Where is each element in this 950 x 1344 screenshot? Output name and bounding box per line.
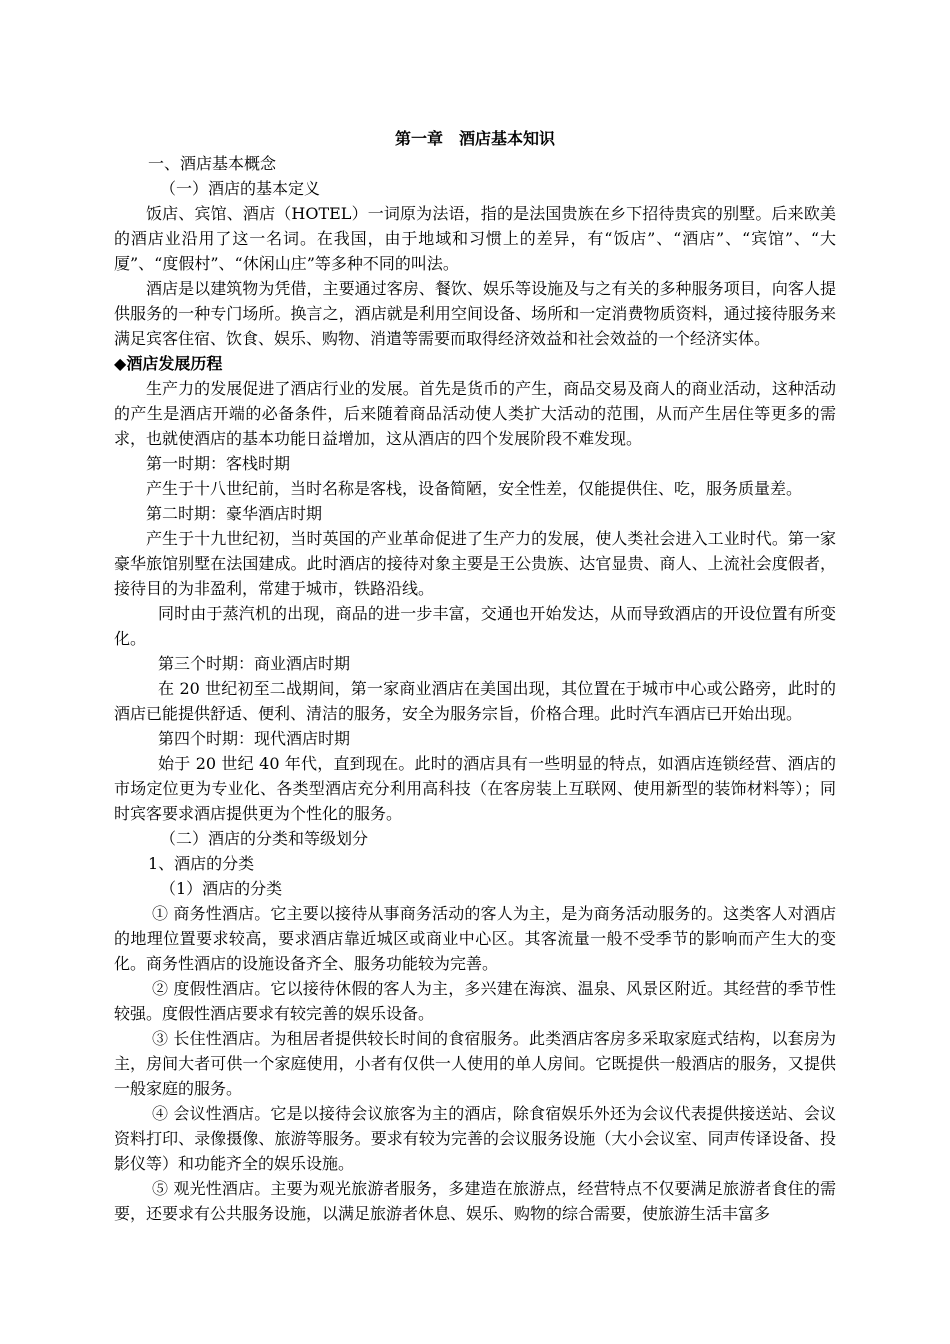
list-subitem-heading: （1）酒店的分类 xyxy=(160,879,283,898)
period-3-paragraph: 在 20 世纪初至二战期间，第一家商业酒店在美国出现，其位置在于城市中心或公路旁，此时的酒店已能提供舒适、便利、清洁的服务，安全为服务宗旨，价格合理。此时汽车酒店已开始出现。 xyxy=(114,679,836,723)
period-4-paragraph: 始于 20 世纪 40 年代，直到现在。此时的酒店具有一些明显的特点，如酒店连锁经营、酒店的市场定位更为专业化、各类型酒店充分利用高科技（在客房装上互联网、使用新型的装饰材料等）；同时宾客要求酒店提供更为个性化的服务。 xyxy=(114,754,836,823)
period-1-title: 第一时期：客栈时期 xyxy=(146,454,291,473)
subsection-heading-2: （二）酒店的分类和等级划分 xyxy=(160,829,369,848)
history-intro-paragraph: 生产力的发展促进了酒店行业的发展。首先是货币的产生，商品交易及商人的商业活动，这种活动的产生是酒店开端的必备条件，后来随着商品活动使人类扩大活动的范围，从而产生居住等更多的需求，也就使酒店的基本功能日益增加，这从酒店的四个发展阶段不难发现。 xyxy=(114,379,836,448)
document-page xyxy=(114,126,836,1226)
chapter-title: 第一章 酒店基本知识 xyxy=(394,129,555,148)
definition-paragraph-1: 饭店、宾馆、酒店（HOTEL）一词原为法语，指的是法国贵族在乡下招待贵宾的别墅。后来欧美的酒店业沿用了这一名词。在我国，由于地域和习惯上的差异，有“饭店”、“酒店”、“宾馆”、“大厦”、“度假村”、“休闲山庄”等多种不同的叫法。 xyxy=(114,204,836,273)
hotel-type-business: ① 商务性酒店。它主要以接待从事商务活动的客人为主，是为商务活动服务的。这类客人对酒店的地理位置要求较高，要求酒店靠近城区或商业中心区。其客流量一般不受季节的影响而产生大的变化。商务性酒店的设施设备齐全、服务功能较为完善。 xyxy=(114,904,836,973)
subsection-heading: （一）酒店的基本定义 xyxy=(160,179,321,198)
period-2-paragraph-b: 同时由于蒸汽机的出现，商品的进一步丰富，交通也开始发达，从而导致酒店的开设位置有所变化。 xyxy=(114,604,836,648)
section-heading: 一、酒店基本概念 xyxy=(148,154,277,173)
list-item-heading: 1、酒店的分类 xyxy=(148,854,255,873)
period-2-paragraph: 产生于十九世纪初，当时英国的产业革命促进了生产力的发展，使人类社会进入工业时代。第一家豪华旅馆别墅在法国建成。此时酒店的接待对象主要是王公贵族、达官显贵、商人、上流社会度假者，接待目的为非盈利，常建于城市，铁路沿线。 xyxy=(114,529,836,598)
period-2-title: 第二时期：豪华酒店时期 xyxy=(146,504,323,523)
hotel-type-resort: ② 度假性酒店。它以接待休假的客人为主，多兴建在海滨、温泉、风景区附近。其经营的季节性较强。度假性酒店要求有较完善的娱乐设备。 xyxy=(114,979,836,1023)
hotel-type-long-stay: ③ 长住性酒店。为租居者提供较长时间的食宿服务。此类酒店客房多采取家庭式结构，以套房为主，房间大者可供一个家庭使用，小者有仅供一人使用的单人房间。它既提供一般酒店的服务，又提供一般家庭的服务。 xyxy=(114,1029,836,1098)
history-heading-text: 酒店发展历程 xyxy=(126,354,223,373)
hotel-type-sightseeing: ⑤ 观光性酒店。主要为观光旅游者服务，多建造在旅游点，经营特点不仅要满足旅游者食住的需要，还要求有公共服务设施，以满足旅游者休息、娱乐、购物的综合需要，使旅游生活丰富多 xyxy=(114,1179,836,1223)
definition-paragraph-2: 酒店是以建筑物为凭借，主要通过客房、餐饮、娱乐等设施及与之有关的多种服务项目，向客人提供服务的一种专门场所。换言之，酒店就是利用空间设备、场所和一定消费物质资料，通过接待服务来满足宾客住宿、饮食、娱乐、购物、消遣等需要而取得经济效益和社会效益的一个经济实体。 xyxy=(114,279,836,348)
hotel-type-conference: ④ 会议性酒店。它是以接待会议旅客为主的酒店，除食宿娱乐外还为会议代表提供接送站、会议资料打印、录像摄像、旅游等服务。要求有较为完善的会议服务设施（大小会议室、同声传译设备、投影仪等）和功能齐全的娱乐设施。 xyxy=(114,1104,836,1173)
period-3-title: 第三个时期：商业酒店时期 xyxy=(158,654,351,673)
period-4-title: 第四个时期：现代酒店时期 xyxy=(158,729,351,748)
history-heading xyxy=(114,351,836,376)
period-1-paragraph: 产生于十八世纪前，当时名称是客栈，设备简陋，安全性差，仅能提供住、吃，服务质量差。 xyxy=(146,479,803,498)
diamond-bullet-icon: ◆ xyxy=(114,354,127,373)
